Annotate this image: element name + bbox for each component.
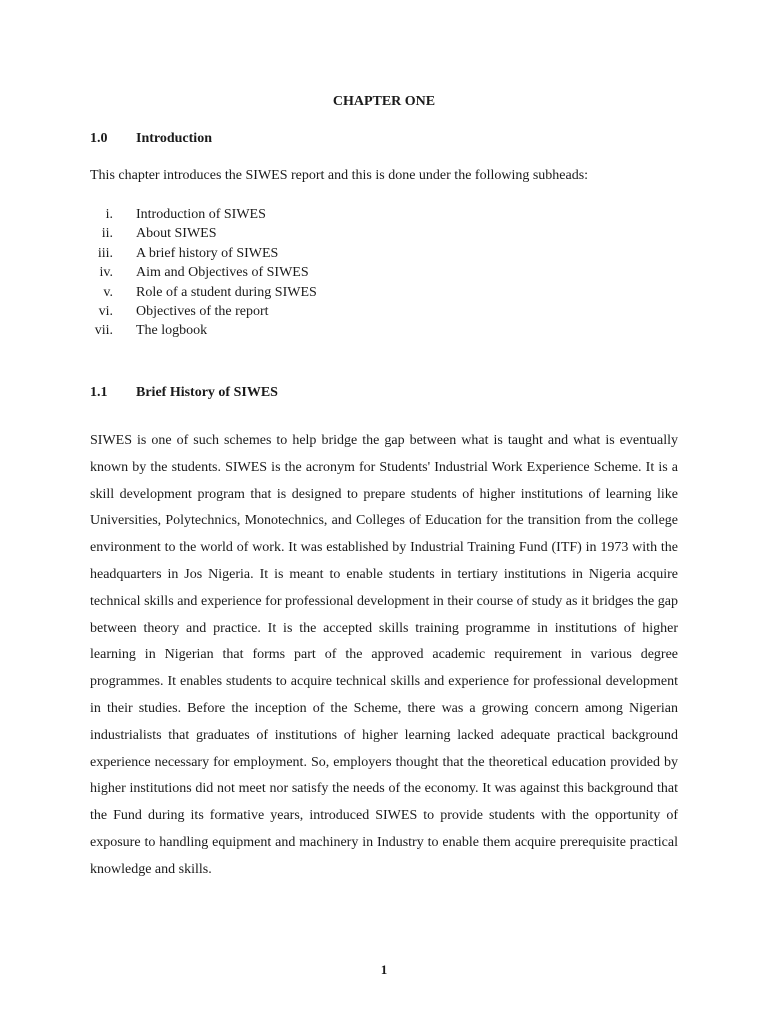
list-item <box>90 263 317 282</box>
list-numeral: vii. <box>94 323 113 339</box>
subheads-list <box>90 205 317 341</box>
list-numeral: v. <box>103 284 113 300</box>
list-item-text: Objectives of the report <box>136 303 269 319</box>
list-numeral: ii. <box>101 226 113 242</box>
list-item-text: A brief history of SIWES <box>136 245 279 261</box>
section-number: 1.0 <box>90 131 108 146</box>
section-heading-brief-history <box>90 385 278 401</box>
section-number: 1.1 <box>90 385 108 400</box>
list-item-text: About SIWES <box>136 226 217 242</box>
section-title: Introduction <box>136 131 212 146</box>
list-item <box>90 283 317 302</box>
chapter-title: CHAPTER ONE <box>332 94 436 109</box>
list-item <box>90 302 317 321</box>
list-item <box>90 321 317 340</box>
section-heading-introduction <box>90 131 212 147</box>
body-paragraph: SIWES is one of such schemes to help bridge the gap between what is taught and what is eventually known by the students. SIWES is the acronym for Students' Industrial Work Experience Scheme. It is a skill development program that is designed to prepare students of higher institutions of learning like Universities, Polytechnics, Monotechnics, and Colleges of Education for the transition from the college environment to the world of work. It was established by Industrial Training Fund (ITF) in 1973 with the headquarters in Jos Nigeria. It is meant to enable students in tertiary institutions in Nigeria acquire technical skills and experience for professional development in their course of study as it bridges the gap between theory and practice. It is the accepted skills training programme in institutions of higher learning in Nigerian that forms part of the approved academic requirement in various degree programmes. It enables students to acquire technical skills and experience for professional development in their studies. Before the inception of the Scheme, there was a growing concern among Nigerian industrialists that graduates of institutions of higher learning lacked adequate practical background experience necessary for employment. So, employers thought that the theoretical education provided by higher institutions did not meet nor satisfy the needs of the economy. It was against this background that the Fund during its formative years, introduced SIWES to provide students with the opportunity of exposure to handling equipment and machinery in Industry to enable them acquire prerequisite practical knowledge and skills. <box>90 433 678 877</box>
list-item <box>90 205 317 224</box>
intro-sentence: This chapter introduces the SIWES report and this is done under the following subheads: <box>90 168 589 183</box>
list-item-text: The logbook <box>136 323 208 339</box>
list-item <box>90 224 317 243</box>
list-item-text: Role of a student during SIWES <box>136 284 317 300</box>
page-number: 1 <box>380 962 388 977</box>
list-numeral: vi. <box>98 303 113 319</box>
list-numeral: iv. <box>99 265 113 281</box>
list-item-text: Introduction of SIWES <box>136 207 266 222</box>
list-item-text: Aim and Objectives of SIWES <box>136 265 309 281</box>
list-numeral: iii. <box>97 245 113 261</box>
list-item <box>90 244 317 263</box>
list-numeral: i. <box>105 207 113 222</box>
section-title: Brief History of SIWES <box>136 385 278 400</box>
